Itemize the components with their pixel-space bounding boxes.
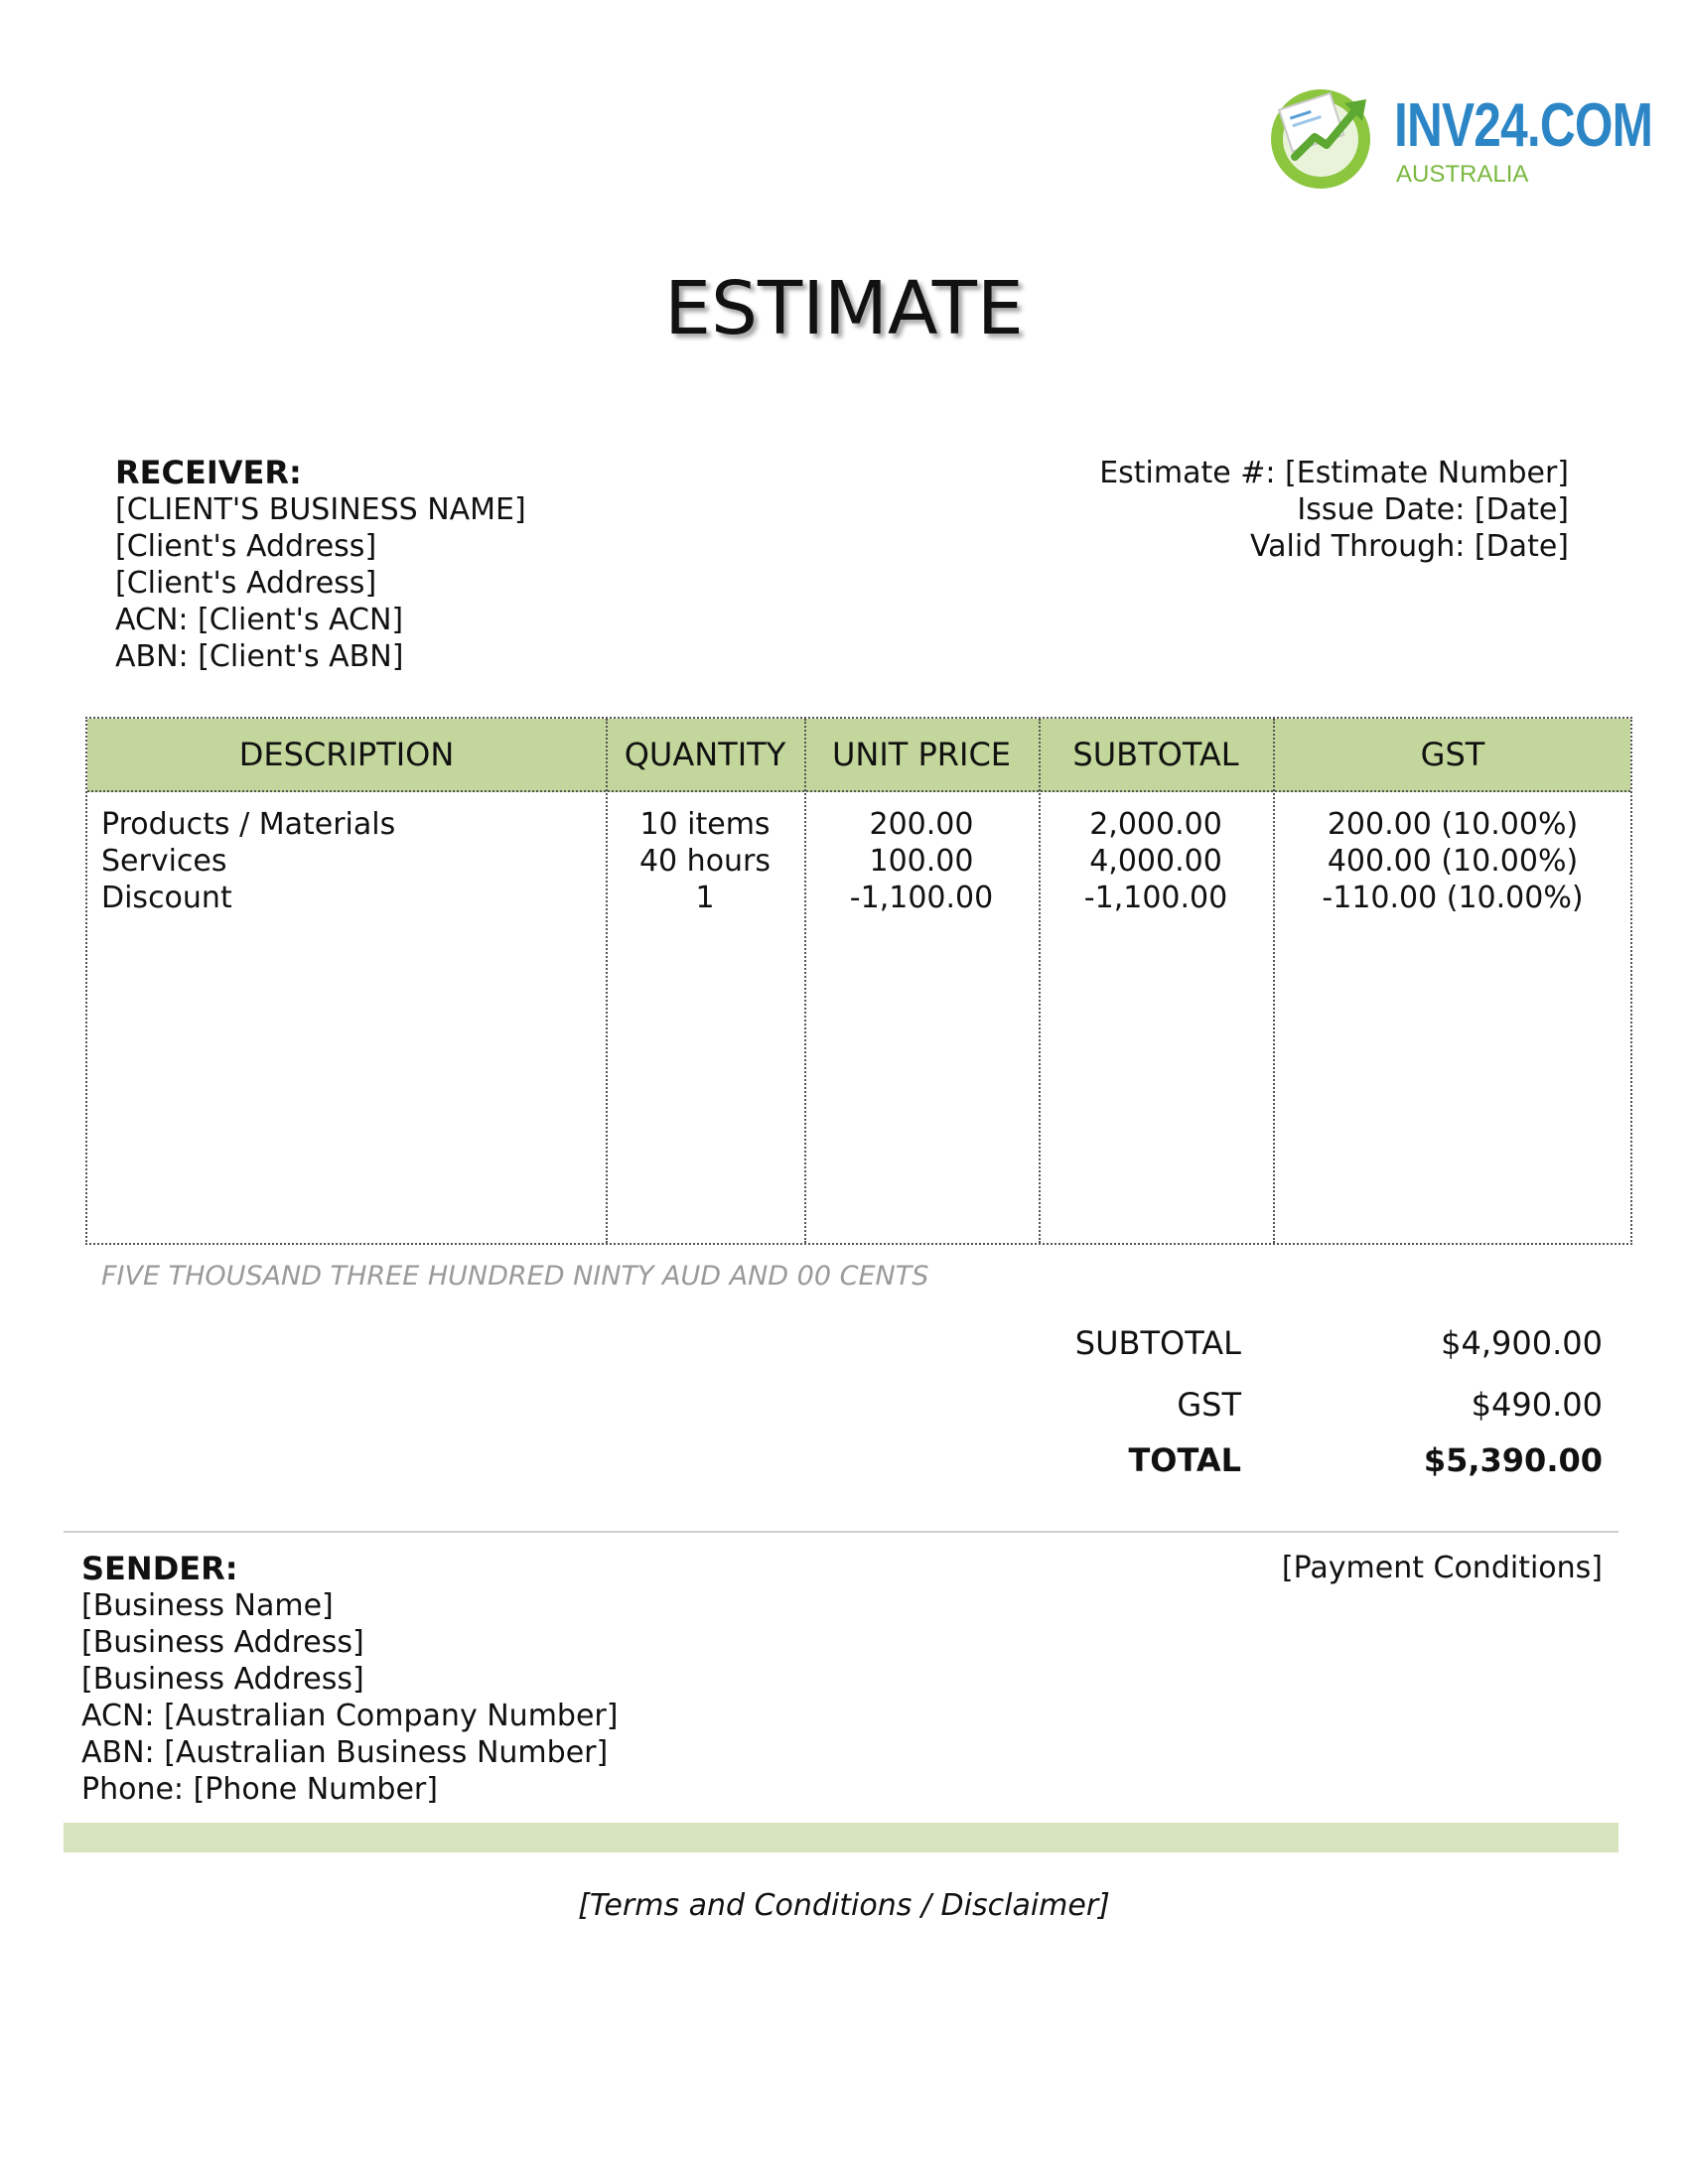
amount-in-words: FIVE THOUSAND THREE HUNDRED NINTY AUD AND 00 CENTS [101,1261,929,1292]
table-row-description: Products / Materials [101,807,396,842]
footer-bar [64,1823,1618,1852]
section-divider [64,1531,1618,1533]
receiver-address-line-1: [Client's Address] [115,529,377,564]
payment-conditions: [Payment Conditions] [1281,1551,1603,1585]
gst-value: $490.00 [1471,1386,1603,1424]
table-row-quantity: 10 items [639,807,771,842]
table-row-description: Services [101,844,227,879]
table-row-subtotal: 4,000.00 [1089,844,1222,879]
header-gst: GST [1420,736,1485,773]
gst-label: GST [1177,1386,1241,1424]
estimate-meta [1099,455,1569,565]
receiver-heading: RECEIVER: [115,454,302,491]
sender-block [81,1551,618,1808]
table-row-gst: 200.00 (10.00%) [1327,807,1579,842]
logo-wordmark: INV24.COM [1394,91,1653,160]
unit-price-column [804,806,1039,916]
table-row-unit-price: 200.00 [869,807,974,842]
column-divider [1039,719,1041,1243]
invoice-chart-icon [1267,79,1378,191]
sender-heading: SENDER: [81,1550,238,1587]
gst-column [1273,806,1632,916]
subtotal-label: SUBTOTAL [1074,1324,1241,1362]
valid-through: Valid Through: [Date] [1249,529,1569,564]
header-unit-price: UNIT PRICE [831,736,1012,773]
sender-phone: Phone: [Phone Number] [81,1772,438,1807]
logo-region: AUSTRALIA [1396,161,1529,188]
total-label: TOTAL [1128,1441,1241,1479]
receiver-acn: ACN: [Client's ACN] [115,603,404,637]
sender-address-line-1: [Business Address] [81,1625,364,1660]
table-row-unit-price: -1,100.00 [849,881,994,915]
sender-abn: ABN: [Australian Business Number] [81,1735,609,1770]
receiver-block [115,455,526,675]
sender-business-name: [Business Name] [81,1588,334,1623]
header-subtotal: SUBTOTAL [1072,736,1239,773]
estimate-number: Estimate #: [Estimate Number] [1099,456,1569,490]
table-row-description: Discount [101,881,232,915]
header-description: DESCRIPTION [238,736,455,773]
table-row-gst: -110.00 (10.00%) [1322,881,1584,915]
issue-date: Issue Date: [Date] [1297,492,1569,527]
line-items-table [85,717,1632,1245]
receiver-address-line-2: [Client's Address] [115,566,377,601]
terms-disclaimer: [Terms and Conditions / Disclaimer] [578,1888,1110,1923]
header-quantity: QUANTITY [624,736,786,773]
column-divider [804,719,806,1243]
document-title: ESTIMATE [664,266,1024,351]
description-column [101,806,598,916]
table-row-subtotal: 2,000.00 [1089,807,1222,842]
sender-acn: ACN: [Australian Company Number] [81,1699,619,1733]
receiver-abn: ABN: [Client's ABN] [115,639,404,674]
company-logo [1267,75,1653,195]
column-divider [1273,719,1275,1243]
quantity-column [606,806,804,916]
column-divider [606,719,608,1243]
table-row-unit-price: 100.00 [869,844,974,879]
table-row-subtotal: -1,100.00 [1083,881,1228,915]
table-row-quantity: 40 hours [638,844,772,879]
table-row-quantity: 1 [695,881,715,915]
table-header-row [87,719,1630,792]
subtotal-value: $4,900.00 [1441,1324,1603,1362]
total-value: $5,390.00 [1423,1441,1603,1479]
receiver-business-name: [CLIENT'S BUSINESS NAME] [115,492,526,527]
sender-address-line-2: [Business Address] [81,1662,364,1697]
subtotal-column [1039,806,1273,916]
table-row-gst: 400.00 (10.00%) [1327,844,1579,879]
